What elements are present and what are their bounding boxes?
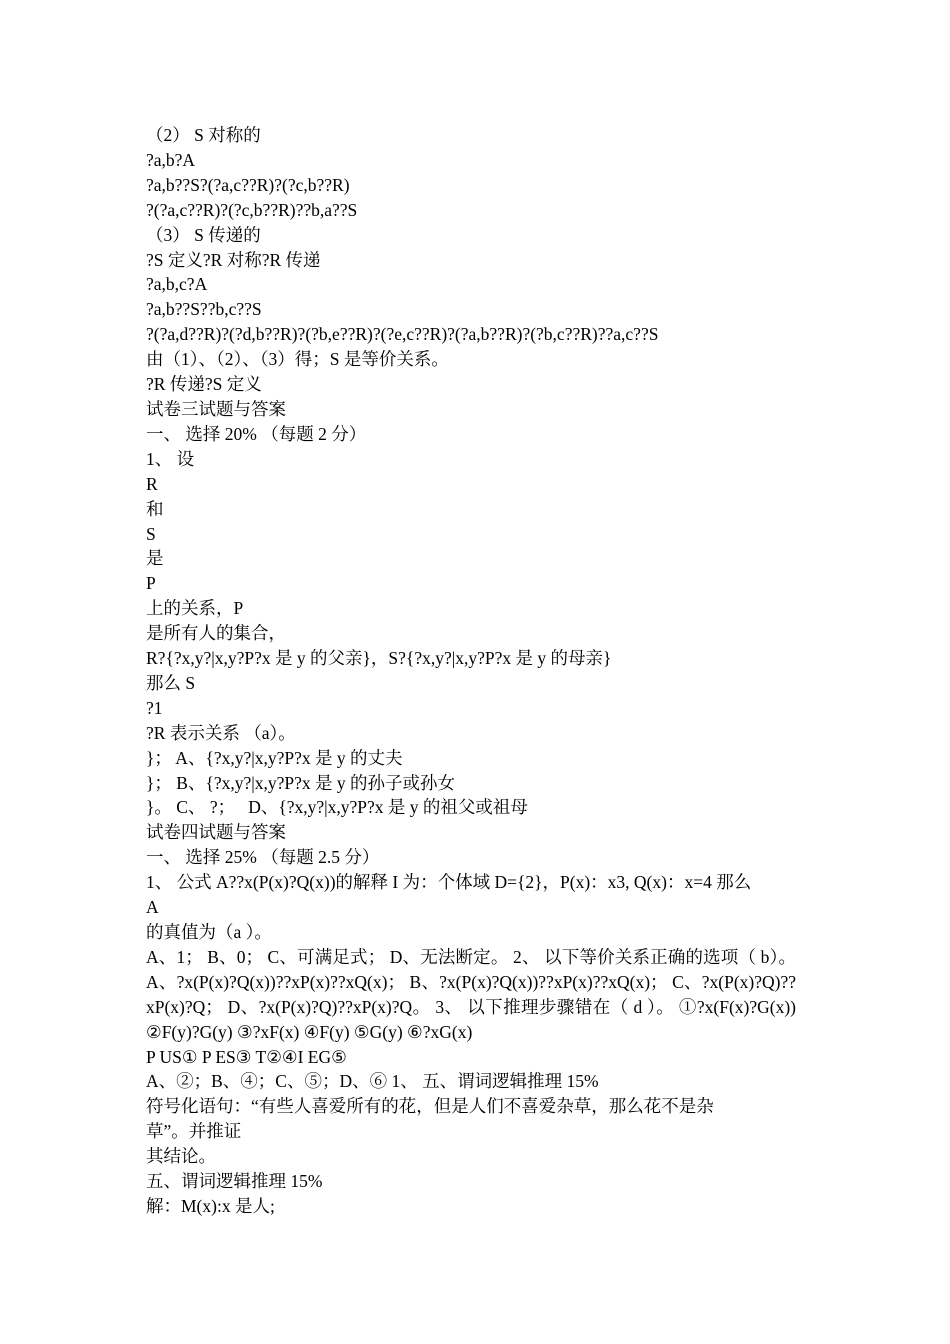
- text-line: 一、 选择 25% （每题 2.5 分）: [146, 847, 380, 868]
- text-line: 其结论。: [146, 1146, 216, 1167]
- text-line: ?1: [146, 697, 163, 718]
- text-paragraph: A、1； B、0； C、可满足式； D、无法断定。 2、 以下等价关系正确的选项（ b）。 A、?x(P(x)?Q(x))??xP(x)??xQ(x)； B、?x(P(x)?Q(x))??xP(x)??xQ(x)； C、?x(P(x)?Q)??xP(x)?Q； D、?x(P(x)?Q)??xP(x)?Q。 3、 以下推理步骤错在（ d ）。 ①?x(F(x)?G(x)) ②F(y)?G(y) ③?xF(x) ④F(y) ⑤G(y) ⑥?xG(x): [146, 946, 796, 1042]
- text-line: 1、 公式 A??x(P(x)?Q(x))的解释 I 为：个体域 D={2}，P(x)：x3, Q(x)：x=4 那么: [146, 872, 752, 893]
- text-line: 1、 设: [146, 448, 195, 469]
- text-line: 那么 S: [146, 672, 196, 693]
- text-line: （3） S 传递的: [146, 224, 261, 245]
- text-line: }。 C、 ?； D、{?x,y?|x,y?P?x 是 y 的祖父或祖母: [146, 797, 528, 818]
- text-line: ?R 传递?S 定义: [146, 374, 262, 395]
- text-line: }； A、{?x,y?|x,y?P?x 是 y 的丈夫: [146, 747, 403, 768]
- text-line: ?a,b??S?(?a,c??R)?(?c,b??R): [146, 174, 350, 195]
- text-line: ?a,b??S??b,c??S: [146, 299, 262, 320]
- document-page: [146, 123, 818, 1219]
- section-heading: 试卷四试题与答案: [146, 822, 286, 843]
- text-line: （2） S 对称的: [146, 125, 261, 145]
- text-line: 是: [146, 548, 164, 569]
- text-line: A: [146, 897, 159, 918]
- text-line: R: [146, 473, 158, 494]
- text-line: }； B、{?x,y?|x,y?P?x 是 y 的孙子或孙女: [146, 772, 456, 793]
- text-line: 的真值为（a ）。: [146, 922, 272, 942]
- text-line: 一、 选择 20% （每题 2 分）: [146, 423, 367, 444]
- text-line: A、②；B、④；C、⑤；D、⑥ 1、 五、谓词逻辑推理 15%: [146, 1071, 599, 1092]
- text-line: ?a,b?A: [146, 149, 196, 170]
- text-line: P: [146, 573, 156, 594]
- text-line: 是所有人的集合，: [146, 623, 286, 644]
- text-line: P US① P ES③ T②④I EG⑤: [146, 1046, 347, 1067]
- text-line: 解：M(x):x 是人;: [146, 1195, 275, 1216]
- text-line: ?(?a,d??R)?(?d,b??R)?(?b,e??R)?(?e,c??R)?(?a,b??R)?(?b,c??R)??a,c??S: [146, 324, 659, 345]
- text-line: 和: [146, 498, 164, 519]
- text-line: S: [146, 523, 156, 544]
- text-line: ?S 定义?R 对称?R 传递: [146, 249, 321, 270]
- text-line: 上的关系，P: [146, 598, 244, 619]
- section-heading: 试卷三试题与答案: [146, 398, 286, 419]
- text-line: ?a,b,c?A: [146, 274, 208, 295]
- text-line: 符号化语句：“有些人喜爱所有的花，但是人们不喜爱杂草，那么花不是杂: [146, 1096, 714, 1117]
- text-line: ?R 表示关系 （a）。: [146, 722, 296, 743]
- text-line: R?{?x,y?|x,y?P?x 是 y 的父亲}，S?{?x,y?|x,y?P?x 是 y 的母亲}: [146, 648, 612, 669]
- text-line: 五、谓词逻辑推理 15%: [146, 1171, 323, 1192]
- text-line: 由（1）、（2）、（3）得；S 是等价关系。: [146, 349, 449, 370]
- text-line: ?(?a,c??R)?(?c,b??R)??b,a??S: [146, 199, 358, 220]
- text-line: 草”。并推证: [146, 1121, 242, 1142]
